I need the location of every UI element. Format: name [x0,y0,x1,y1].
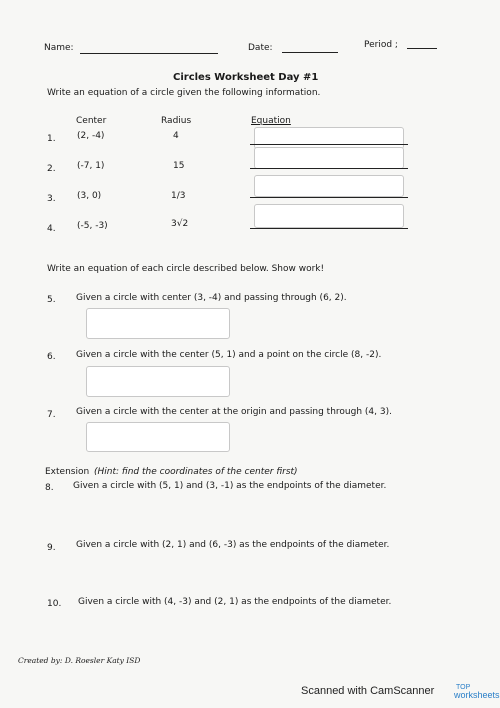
logo-top: TOP [456,684,471,691]
answer-box-6[interactable] [86,366,230,397]
topworksheets-logo [454,684,500,700]
date-line [282,52,338,53]
row-number: 4. [47,224,56,234]
col-radius-header: Radius [161,116,192,126]
row-number: 3. [47,194,56,204]
row-center: (3, 0) [77,191,102,201]
row-center: (2, -4) [77,131,105,141]
answer-box-2[interactable] [254,147,404,169]
answer-box-5[interactable] [86,308,230,339]
period-line [407,48,437,49]
name-line [80,53,218,54]
row-center: (-5, -3) [77,221,108,231]
col-equation-header: Equation [251,116,291,126]
equation-line-3 [250,197,408,198]
equation-line-2 [250,168,408,169]
equation-line-4 [250,228,408,229]
part1-instruction: Write an equation of a circle given the following information. [47,88,321,98]
col-center-header: Center [76,116,107,126]
question-text: Given a circle with (5, 1) and (3, -1) as the endpoints of the diameter. [73,481,387,491]
question-number: 6. [47,352,56,362]
question-number: 5. [47,295,56,305]
question-number: 7. [47,410,56,420]
row-radius: 3√2 [171,219,189,229]
row-radius: 15 [173,161,185,171]
answer-box-4[interactable] [254,204,404,228]
equation-line-1 [250,144,408,145]
answer-box-3[interactable] [254,175,404,197]
row-center: (-7, 1) [77,161,105,171]
question-text: Given a circle with the center at the origin and passing through (4, 3). [76,407,392,417]
question-number: 8. [45,483,54,493]
part2-instruction: Write an equation of each circle described below. Show work! [47,264,325,274]
page-title: Circles Worksheet Day #1 [173,72,319,83]
camscanner-text: Scanned with CamScanner [301,685,435,697]
row-radius: 1/3 [171,191,186,201]
answer-box-7[interactable] [86,422,230,452]
question-text: Given a circle with center (3, -4) and passing through (6, 2). [76,293,347,303]
row-number: 1. [47,134,56,144]
credit-text: Created by: D. Roesler Katy ISD [18,656,141,665]
question-number: 10. [47,599,62,609]
question-text: Given a circle with (2, 1) and (6, -3) as the endpoints of the diameter. [76,540,390,550]
question-number: 9. [47,543,56,553]
period-label: Period ; [364,40,398,50]
row-number: 2. [47,164,56,174]
extension-hint: (Hint: find the coordinates of the center first) [94,467,298,477]
date-label: Date: [248,43,273,53]
extension-label: Extension [45,467,90,477]
answer-box-1[interactable] [254,127,404,149]
question-text: Given a circle with the center (5, 1) and a point on the circle (8, -2). [76,350,382,360]
name-label: Name: [44,43,74,53]
logo-bottom: worksheets [454,690,500,700]
row-radius: 4 [173,131,179,141]
question-text: Given a circle with (4, -3) and (2, 1) as the endpoints of the diameter. [78,597,392,607]
